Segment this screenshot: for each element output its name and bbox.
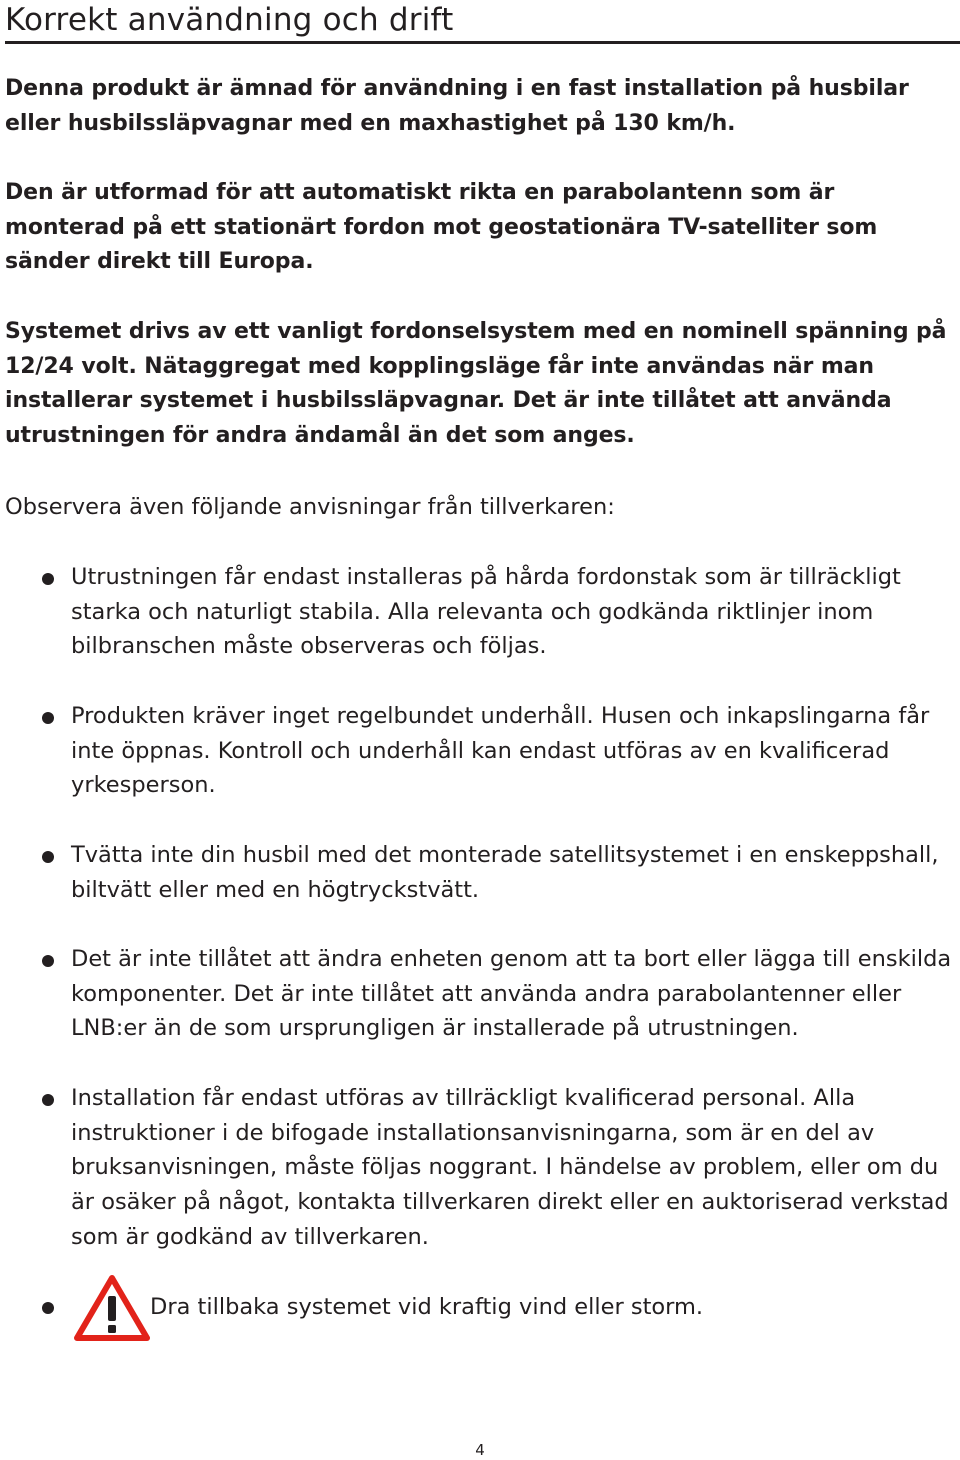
bullet-item-3: Tvätta inte din husbil med det monterade satellitsystemet i en enskeppshall, biltvätt eller med en högtryckstvätt. [71,842,939,903]
bullet-dot [42,851,54,863]
intro-paragraph-2: Den är utformad för att automatiskt rikta en parabolantenn som är monterad på ett stationärt fordon mot geostationära TV-satelliter som sänder direkt till Europa. [5,180,878,274]
intro-paragraph-3: Systemet drivs av ett vanligt fordonselsystem med en nominell spänning på 12/24 volt. Nätaggregat med kopplingsläge får inte användas när man installerar systemet i husbilssläpvagnar. Det är inte tillåtet att använda utrustningen för andra ändamål än det som anges. [5,319,947,448]
page-title: Korrekt användning och drift [5,2,454,38]
bullet-dot [42,955,54,967]
title-underline [5,41,960,44]
bullet-dot [42,573,54,585]
page-number: 4 [475,1441,485,1459]
bullet-dot [42,1302,54,1314]
bullet-item-1: Utrustningen får endast installeras på hårda fordonstak som är tillräckligt starka och naturligt stabila. Alla relevanta och godkända riktlinjer inom bilbranschen måste observeras och följas. [71,564,901,660]
intro-paragraph-1: Denna produkt är ämnad för användning i en fast installation på husbilar eller husbilssläpvagnar med en maxhastighet på 130 km/h. [5,76,909,136]
bullet-dot [42,712,54,724]
bullet-dot [42,1094,54,1106]
observe-line: Observera även följande anvisningar från tillverkaren: [5,494,615,520]
bullet-item-5: Installation får endast utföras av tillräckligt kvalificerad personal. Alla instruktioner i de bifogade installationsanvisningarna, som är en del av bruksanvisningen, måste följas noggrant. I händelse av problem, eller om du är osäker på något, kontakta tillverkaren direkt eller en auktoriserad verkstad som är godkänd av tillverkaren. [71,1085,949,1250]
warning-triangle-icon [74,1274,150,1342]
bullet-item-2: Produkten kräver inget regelbundet underhåll. Husen och inkapslingarna får inte öppnas. Kontroll och underhåll kan endast utföras av en kvalificerad yrkesperson. [71,703,930,799]
bullet-item-4: Det är inte tillåtet att ändra enheten genom att ta bort eller lägga till enskilda komponenter. Det är inte tillåtet att använda andra parabolantenner eller LNB:er än de som ursprungligen är installerade på utrustningen. [71,946,952,1042]
warning-text: Dra tillbaka systemet vid kraftig vind eller storm. [150,1294,704,1320]
